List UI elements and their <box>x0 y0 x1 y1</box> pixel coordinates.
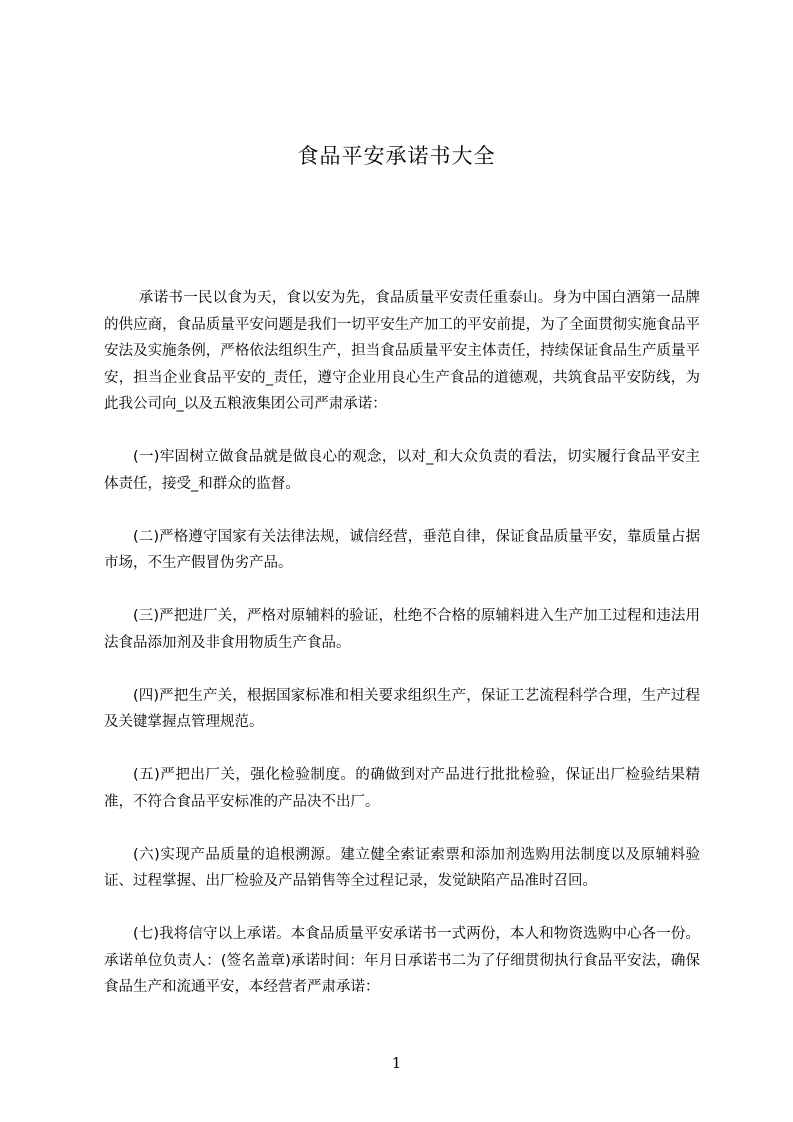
document-title: 食品平安承诺书大全 <box>297 144 496 168</box>
paragraph-item-4: (四)严把生产关，根据国家标准和相关要求组织生产，保证工艺流程科学合理，生产过程及关键掌握点管理规范。 <box>104 687 700 730</box>
paragraph-item-3: (三)严把进厂关，严格对原辅料的验证，杜绝不合格的原辅料进入生产加工过程和违法用法食品添加剂及非食用物质生产食品。 <box>104 608 700 651</box>
paragraph-intro: 承诺书一民以食为天，食以安为先，食品质量平安责任重泰山。身为中国白酒第一品牌的供应商，食品质量平安问题是我们一切平安生产加工的平安前提，为了全面贯彻实施食品平安法及实施条例，严格依法组织生产，担当食品质量平安主体责任，持续保证食品生产质量平安，担当企业食品平安的_责任，遵守企业用良心生产食品的道德观，共筑食品平安防线，为此我公司向_以及五粮液集团公司严肃承诺： <box>104 290 700 412</box>
document-body <box>104 285 700 1027</box>
page-number: 1 <box>391 1054 402 1072</box>
paragraph-item-6: (六)实现产品质量的追根溯源。建立健全索证索票和添加剂选购用法制度以及原辅料验证、过程掌握、出厂检验及产品销售等全过程记录，发觉缺陷产品准时召回。 <box>104 846 700 889</box>
paragraph-item-5: (五)严把出厂关，强化检验制度。的确做到对产品进行批批检验，保证出厂检验结果精准，不符合食品平安标准的产品决不出厂。 <box>104 767 700 810</box>
paragraph-item-7: (七)我将信守以上承诺。本食品质量平安承诺书一式两份，本人和物资选购中心各一份。承诺单位负责人：(签名盖章)承诺时间：年月日承诺书二为了仔细贯彻执行食品平安法，确保食品生产和流通平安，本经营者严肃承诺： <box>104 926 700 995</box>
paragraph-item-1: (一)牢固树立做食品就是做良心的观念，以对_和大众负责的看法，切实履行食品平安主体责任，接受_和群众的监督。 <box>104 449 700 492</box>
paragraph-item-2: (二)严格遵守国家有关法律法规，诚信经营，垂范自律，保证食品质量平安，靠质量占据市场，不生产假冒伪劣产品。 <box>104 528 700 571</box>
